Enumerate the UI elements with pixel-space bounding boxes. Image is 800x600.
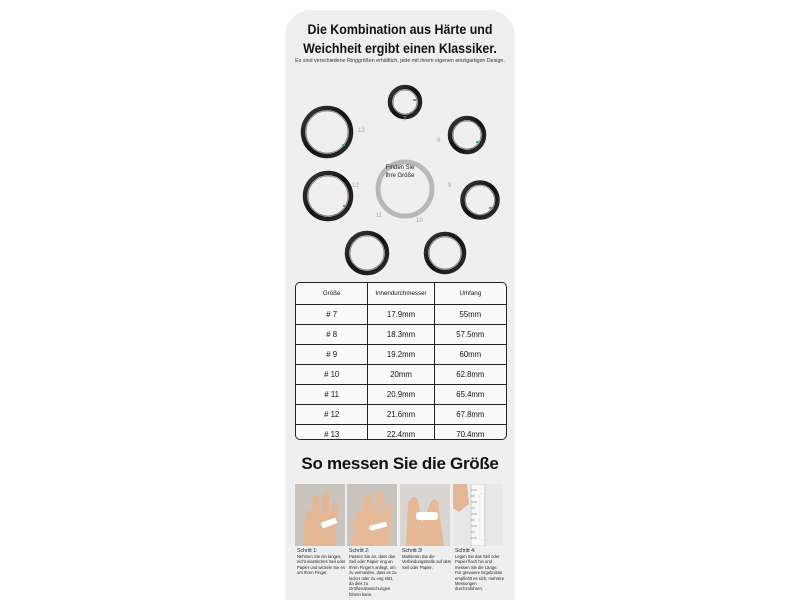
table-cell: 55mm: [459, 310, 482, 319]
headline: [294, 20, 506, 58]
table-cell: 65.4mm: [456, 390, 485, 399]
step-1-photo: [295, 484, 345, 546]
step-2-photo: [347, 484, 397, 546]
table-row: [296, 324, 506, 344]
table-cell: # 11: [296, 385, 368, 404]
table-cell: 62.8mm: [456, 370, 485, 379]
table-row: [296, 424, 506, 440]
size-label-7: 7: [403, 117, 407, 123]
step-2-text: Schritt 2: Passen Sie an, dass das Seil oder Papier eng an Ihren Fingern anliegt, um zu vermeiden, dass es zu locker oder zu eng sitzt, da dies zu Größenabweichungen führen kann.: [349, 548, 397, 597]
table-cell: # 12: [296, 405, 368, 424]
subtitle: Es sind verschiedene Ringgrößen erhältlich, jede mit ihrem eigenen einzigartigen Design.: [295, 58, 505, 64]
step-3-text: Schritt 3! Markieren Sie die Verbindungsstelle auf dem Seil oder Papier.: [402, 548, 452, 570]
size-label-12: 12: [352, 183, 359, 189]
table-cell: # 10: [296, 365, 368, 384]
ring-12: [305, 173, 351, 219]
ring-13: [303, 108, 351, 156]
table-row: [296, 304, 506, 324]
ring-10: [426, 234, 464, 272]
header-circumference: Umfang: [459, 290, 482, 297]
table-row: [296, 384, 506, 404]
step-1-text: Schritt 1: Nehmen Sie ein langes, nicht elastisches Seil oder Papier und wickeln Sie es um Ihren Finger.: [297, 548, 346, 576]
ring-11: [347, 233, 387, 273]
product-info-card: [285, 10, 515, 600]
step-3-photo: [400, 484, 450, 546]
headline-line-1: Die Kombination aus Härte und: [307, 22, 493, 37]
size-label-13: 13: [358, 128, 365, 134]
table-cell: # 13: [296, 425, 368, 440]
header-size: Größe: [296, 283, 368, 304]
table-cell: # 9: [296, 345, 368, 364]
table-cell: # 7: [296, 305, 368, 324]
table-cell: 20.9mm: [368, 385, 434, 404]
table-row: [296, 404, 506, 424]
table-cell: 22.4mm: [368, 425, 434, 440]
headline-line-2: Weichheit ergibt einen Klassiker.: [303, 41, 497, 56]
table-cell: 20mm: [368, 365, 434, 384]
table-row: [296, 364, 506, 384]
size-label-11: 11: [376, 213, 383, 219]
table-cell: 60mm: [459, 350, 482, 359]
table-header-row: [296, 283, 506, 304]
size-label-9: 9: [448, 183, 452, 189]
ring-8: [450, 118, 484, 152]
table-cell: 67.8mm: [456, 410, 485, 419]
header-inner-diameter: Innendurchmesser: [368, 283, 434, 304]
howto-title: So messen Sie die Größe: [301, 454, 499, 473]
size-label-10: 10: [416, 218, 423, 224]
ring-9: [463, 183, 498, 218]
table-cell: 21.6mm: [368, 405, 434, 424]
table-cell: 57.5mm: [456, 330, 485, 339]
table-cell: 17.9mm: [368, 305, 434, 324]
step-4-photo: [453, 484, 503, 546]
table-cell: 19.2mm: [368, 345, 434, 364]
find-size-label: Finden Sie Ihre Größe: [385, 165, 415, 179]
table-cell: 18.3mm: [368, 325, 434, 344]
size-label-8: 8: [437, 138, 441, 144]
table-cell: 70.4mm: [456, 430, 485, 439]
table-row: [296, 344, 506, 364]
table-cell: # 8: [296, 325, 368, 344]
step-4-text: Schritt 4: Legen Sie das Seil oder Papier flach hin und messen Sie die Länge. Für genauere Ergebnisse empfiehlt es sich, mehrere Messungen durchzuführen.: [455, 548, 505, 592]
size-table: [295, 282, 507, 440]
ring-7: [390, 87, 420, 117]
